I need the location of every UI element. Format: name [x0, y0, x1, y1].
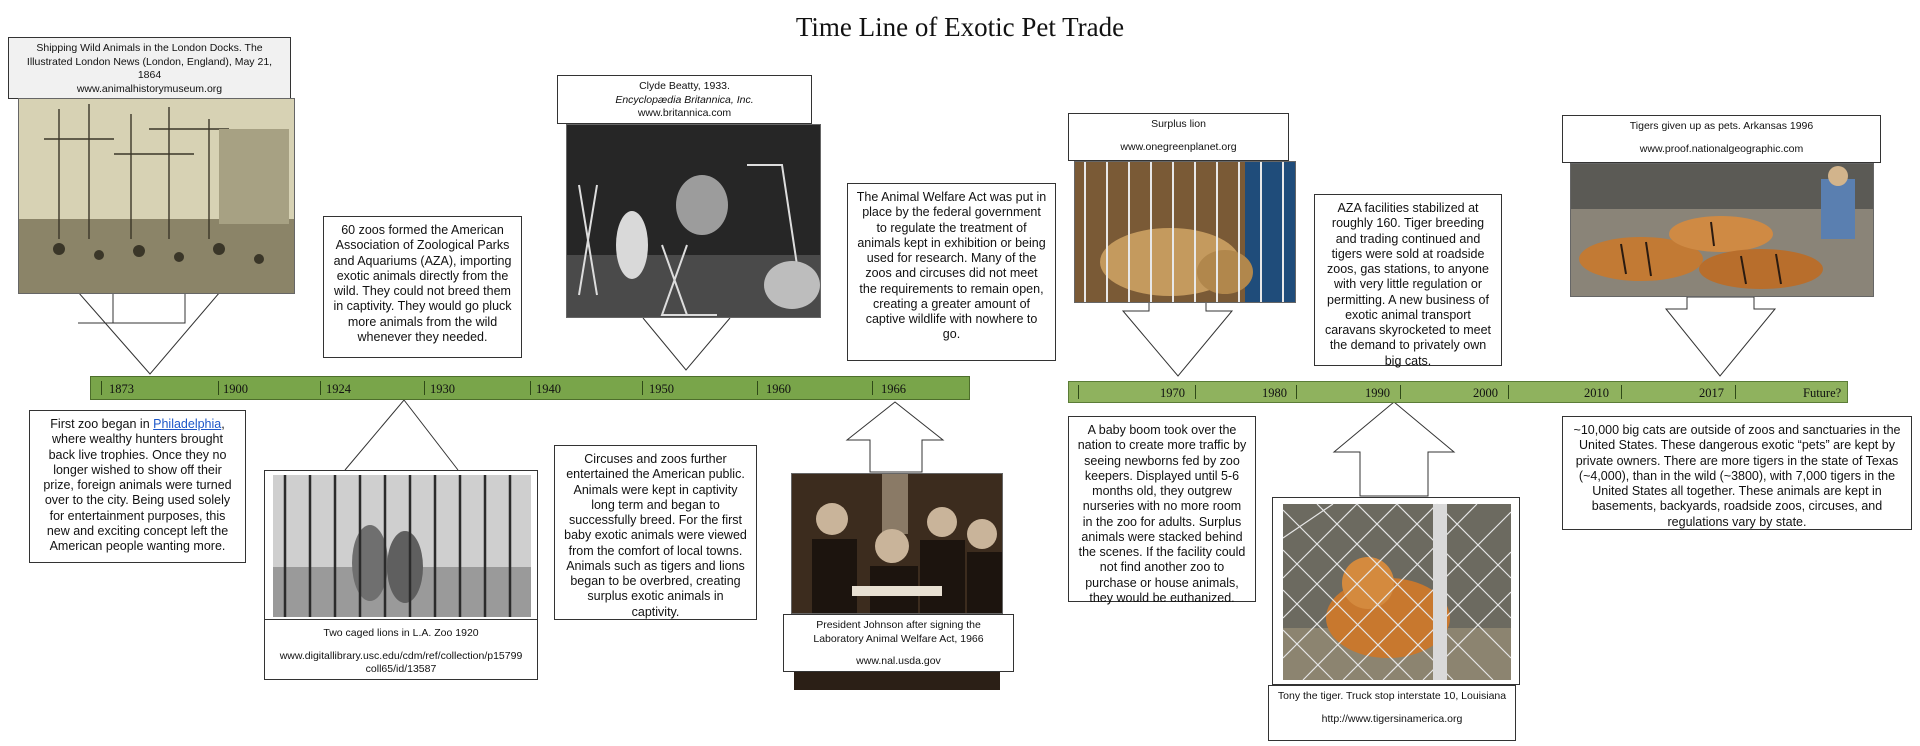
timeline-bar-left — [90, 376, 970, 400]
year-1940: 1940 — [536, 382, 561, 396]
year-2010: 2010 — [1584, 386, 1609, 400]
caption-surplus-lion: Surplus lion www.onegreenplanet.org — [1068, 113, 1289, 161]
caption-london-docks: Shipping Wild Animals in the London Docks. The Illustrated London News (London, England), May 21, 1864 www.animalhistorymuseum.org — [8, 37, 291, 99]
image-london-docks — [18, 98, 295, 294]
year-1970: 1970 — [1160, 386, 1185, 400]
arrow-down-1950 — [643, 318, 730, 370]
timeline-bar-right — [1068, 381, 1848, 403]
link-philadelphia[interactable]: Philadelphia — [153, 417, 222, 431]
caption-clyde-beatty: Clyde Beatty, 1933. Encyclopædia Britannica, Inc. www.britannica.com — [557, 75, 812, 124]
year-1900: 1900 — [223, 382, 248, 396]
year-1960: 1960 — [766, 382, 791, 396]
photo-strip — [794, 672, 1000, 690]
text-first-zoo: First zoo began in Philadelphia, where wealthy hunters brought back live trophies. Once they no longer wished to show off their prize, foreign animals were turned over to the city. Being used solely for entertainment purposes, this new and exciting concept left the American people wanting more. — [29, 410, 246, 563]
tiger-behind-fence-photo-icon — [1273, 498, 1520, 685]
caption-president-johnson: President Johnson after signing the Laboratory Animal Welfare Act, 1966 www.nal.usda.gov — [783, 614, 1014, 672]
caption-tony-tiger: Tony the tiger. Truck stop interstate 10, Louisiana http://www.tigersinamerica.org — [1268, 685, 1516, 741]
year-1924: 1924 — [326, 382, 351, 396]
year-1873: 1873 — [109, 382, 134, 396]
page-title: Time Line of Exotic Pet Trade — [795, 12, 1125, 42]
year-2017: 2017 — [1699, 386, 1724, 400]
lions-in-cage-photo-icon — [265, 471, 538, 620]
year-1990: 1990 — [1365, 386, 1390, 400]
arrow-up-1990 — [1334, 402, 1454, 496]
caged-lion-photo-icon — [1075, 162, 1296, 303]
year-1966: 1966 — [881, 382, 906, 396]
tigers-photo-icon — [1571, 164, 1874, 297]
lion-tamer-photo-icon — [567, 125, 821, 318]
caption-arkansas-tigers: Tigers given up as pets. Arkansas 1996 www.proof.nationalgeographic.com — [1562, 115, 1881, 163]
signing-ceremony-photo-icon — [792, 474, 1003, 614]
text-welfare-act: The Animal Welfare Act was put in place by the federal government to regulate the treatment of animals kept in exhibition or being used for research. Many of the zoos and circuses did not meet the requirements to remain open, creating a greater amount of captive wildlife with nowhere to go. — [847, 183, 1056, 361]
image-president-johnson — [791, 473, 1003, 614]
text-big-cats: ~10,000 big cats are outside of zoos and sanctuaries in the United States. These dangerous exotic “pets” are kept by private owners. There are more tigers in the state of Texas (~4,000), than in the wild (~3800), with 7,000 tigers in the United States all together. These animals are kept in basements, backyards, roadside zoos, circuses, and regulations vary by state. — [1562, 416, 1912, 530]
year-2000: 2000 — [1473, 386, 1498, 400]
year-1930: 1930 — [430, 382, 455, 396]
arrow-down-1970 — [1123, 302, 1232, 376]
text-aza-1924: 60 zoos formed the American Association of Zoological Parks and Aquariums (AZA), importing exotic animals directly from the wild. They could not breed them in captivity. They would go pluck more animals from the wild whenever they needed. — [323, 216, 522, 358]
text-baby-boom: A baby boom took over the nation to create more traffic by seeing newborns fed by zoo keepers. Displayed until 5-6 months old, they outgrew nurseries with no more room in the zoo for adults. Surplus animals were stacked behind the scenes. If the facility could not find another zoo to purchase or house animals, they would be euthanized. — [1068, 416, 1256, 602]
image-clyde-beatty — [566, 124, 821, 318]
year-1950: 1950 — [649, 382, 674, 396]
year-future: Future? — [1803, 386, 1842, 400]
image-arkansas-tigers — [1570, 163, 1874, 297]
text-aza-1990: AZA facilities stabilized at roughly 160. Tiger breeding and trading continued and tigers were sold at roadside zoos, gas stations, to anyone with very little regulation or permitting. A new business of exotic animal transport caravans skyrocketed to meet the demand to privately own big cats. — [1314, 194, 1502, 366]
image-tony-tiger — [1272, 497, 1520, 685]
arrow-up-1924 — [345, 400, 458, 470]
arrow-down-2017 — [1666, 297, 1775, 376]
arrow-up-1966 — [847, 402, 943, 472]
image-surplus-lion — [1074, 161, 1296, 303]
image-caged-lions — [264, 470, 538, 620]
year-1980: 1980 — [1262, 386, 1287, 400]
docks-engraving-icon — [19, 99, 295, 294]
caption-caged-lions: Two caged lions in L.A. Zoo 1920 www.digitallibrary.usc.edu/cdm/ref/collection/p15799 coll65/id/13587 — [264, 620, 538, 680]
arrow-down-1873 — [78, 292, 220, 374]
text-circuses: Circuses and zoos further entertained the American public. Animals were kept in captivity long term and began to successfully breed. For the first baby exotic animals were viewed from the comfort of local towns. Animals such as tigers and lions began to be overbred, creating surplus exotic animals in captivity. — [554, 445, 757, 620]
